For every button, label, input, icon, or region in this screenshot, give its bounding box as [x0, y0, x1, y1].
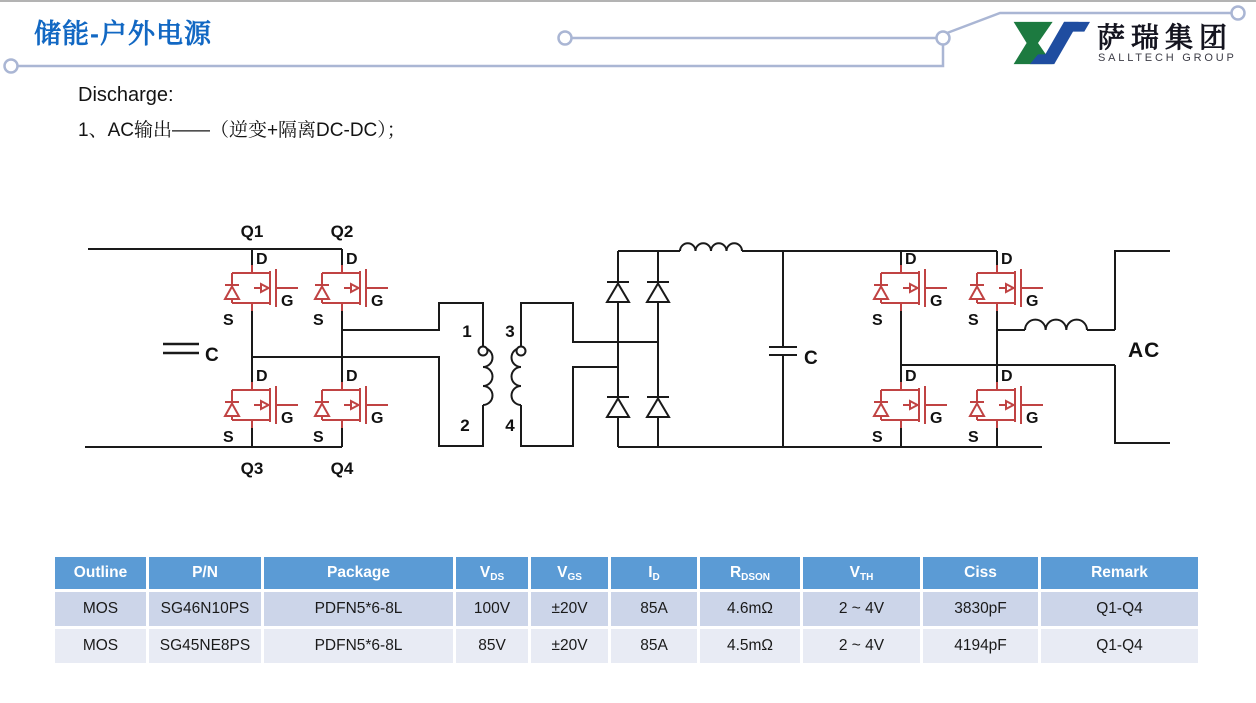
output-cap-label: C	[804, 348, 818, 369]
col-header-text: Package	[327, 564, 390, 581]
col-header-text: I	[648, 564, 653, 581]
cell-ciss: 3830pF	[922, 591, 1040, 628]
dc-link-capacitor-icon	[769, 251, 797, 447]
mosfet-inv-top-left	[872, 251, 947, 329]
col-header-ciss	[922, 556, 1040, 591]
xfmr-pin4-label: 4	[505, 416, 515, 435]
cell-id: 85A	[610, 591, 699, 628]
rectifier-diode	[647, 397, 669, 417]
ac-output-line: 1、AC输出——（逆变+隔离DC-DC）；	[78, 120, 406, 141]
xfmr-secondary-top-path	[521, 303, 658, 348]
page-title: 储能-户外电源	[34, 19, 212, 49]
cell-vds: 100V	[455, 591, 530, 628]
col-header-subscript: GS	[567, 572, 582, 583]
table-row	[54, 628, 1200, 665]
col-header-pn	[148, 556, 263, 591]
col-header-text: Outline	[73, 564, 128, 581]
mosfet-inv-bottom-left	[872, 368, 947, 446]
col-header-subscript: TH	[860, 572, 874, 583]
xfmr-primary-winding	[483, 348, 493, 405]
cell-outline: MOS	[54, 628, 148, 665]
output-inductor	[997, 320, 1115, 330]
col-header-subscript: DSON	[741, 572, 771, 583]
col-header-subscript: DS	[490, 572, 505, 583]
cell-vgs: ±20V	[530, 591, 610, 628]
deco-node-icon	[559, 32, 572, 45]
col-header-remark	[1040, 556, 1200, 591]
table-header-row	[54, 556, 1200, 591]
col-header-id	[610, 556, 699, 591]
cell-rdson: 4.6mΩ	[699, 591, 802, 628]
col-header-text: Remark	[1091, 564, 1148, 581]
logo-text-cn: 萨瑞集团	[1097, 22, 1234, 53]
col-header-text: V	[557, 564, 568, 581]
q3-label: Q3	[240, 459, 264, 478]
cell-pn: SG46N10PS	[148, 591, 263, 628]
cell-package: PDFN5*6-8L	[263, 591, 455, 628]
cell-remark: Q1-Q4	[1040, 628, 1200, 665]
col-header-vds	[455, 556, 530, 591]
input-cap-label: C	[205, 345, 219, 366]
q2-label: Q2	[330, 222, 354, 241]
cell-package: PDFN5*6-8L	[263, 628, 455, 665]
mosfet-q1	[223, 251, 298, 329]
q4-label: Q4	[330, 459, 354, 478]
mosfet-inv-bottom-right	[968, 368, 1043, 446]
col-header-text: R	[729, 564, 742, 581]
xfmr-pin1-label: 1	[462, 322, 472, 341]
q1-label: Q1	[240, 222, 264, 241]
xfmr-primary-bottom-path	[252, 357, 483, 446]
table-row	[54, 591, 1200, 628]
deco-node-icon	[5, 60, 18, 73]
cell-vds: 85V	[455, 628, 530, 665]
col-header-text: V	[479, 564, 491, 581]
rectifier-diode	[647, 282, 669, 302]
discharge-heading: Discharge:	[78, 84, 174, 106]
col-header-text: P/N	[192, 564, 218, 581]
xfmr-secondary-dot-icon	[517, 347, 526, 356]
cell-vth: 2 ~ 4V	[802, 591, 922, 628]
col-header-subscript: D	[652, 572, 660, 583]
col-header-outline	[54, 556, 148, 591]
input-capacitor-icon	[163, 344, 199, 353]
col-header-text: V	[849, 564, 860, 581]
col-header-text: Ciss	[964, 564, 997, 581]
deco-node-icon	[1232, 7, 1245, 20]
col-header-rdson	[699, 556, 802, 591]
xfmr-pin3-label: 3	[505, 322, 515, 341]
mosfet-q4	[313, 368, 388, 446]
xfmr-pin2-label: 2	[460, 416, 470, 435]
xfmr-secondary-winding	[512, 348, 522, 405]
cell-ciss: 4194pF	[922, 628, 1040, 665]
col-header-vgs	[530, 556, 610, 591]
salltech-logo-mark	[1012, 13, 1090, 73]
mosfet-spec-table	[52, 554, 1201, 666]
deco-node-icon	[937, 32, 950, 45]
circuit-diagram: D G Q1 Q2 Q3 Q4 C C AC 1 2 3 4	[0, 200, 1256, 500]
mosfet-q3	[223, 368, 298, 446]
col-header-vth	[802, 556, 922, 591]
cell-remark: Q1-Q4	[1040, 591, 1200, 628]
xfmr-primary-dot-icon	[479, 347, 488, 356]
dc-link-top-bus-inductor	[618, 243, 997, 251]
ac-output-label: AC	[1128, 339, 1161, 362]
rectifier-diode	[607, 397, 629, 417]
cell-id: 85A	[610, 628, 699, 665]
mosfet-inv-top-right	[968, 251, 1043, 329]
mosfet-q2	[313, 251, 388, 329]
cell-vth: 2 ~ 4V	[802, 628, 922, 665]
logo-text-en: SALLTECH GROUP	[1098, 52, 1237, 64]
col-header-package	[263, 556, 455, 591]
cell-rdson: 4.5mΩ	[699, 628, 802, 665]
right-bridge-legs	[901, 251, 997, 447]
xfmr-secondary-bottom-path	[521, 367, 618, 446]
cell-vgs: ±20V	[530, 628, 610, 665]
cell-pn: SG45NE8PS	[148, 628, 263, 665]
left-bridge-legs	[252, 249, 342, 447]
rectifier-diode	[607, 282, 629, 302]
cell-outline: MOS	[54, 591, 148, 628]
